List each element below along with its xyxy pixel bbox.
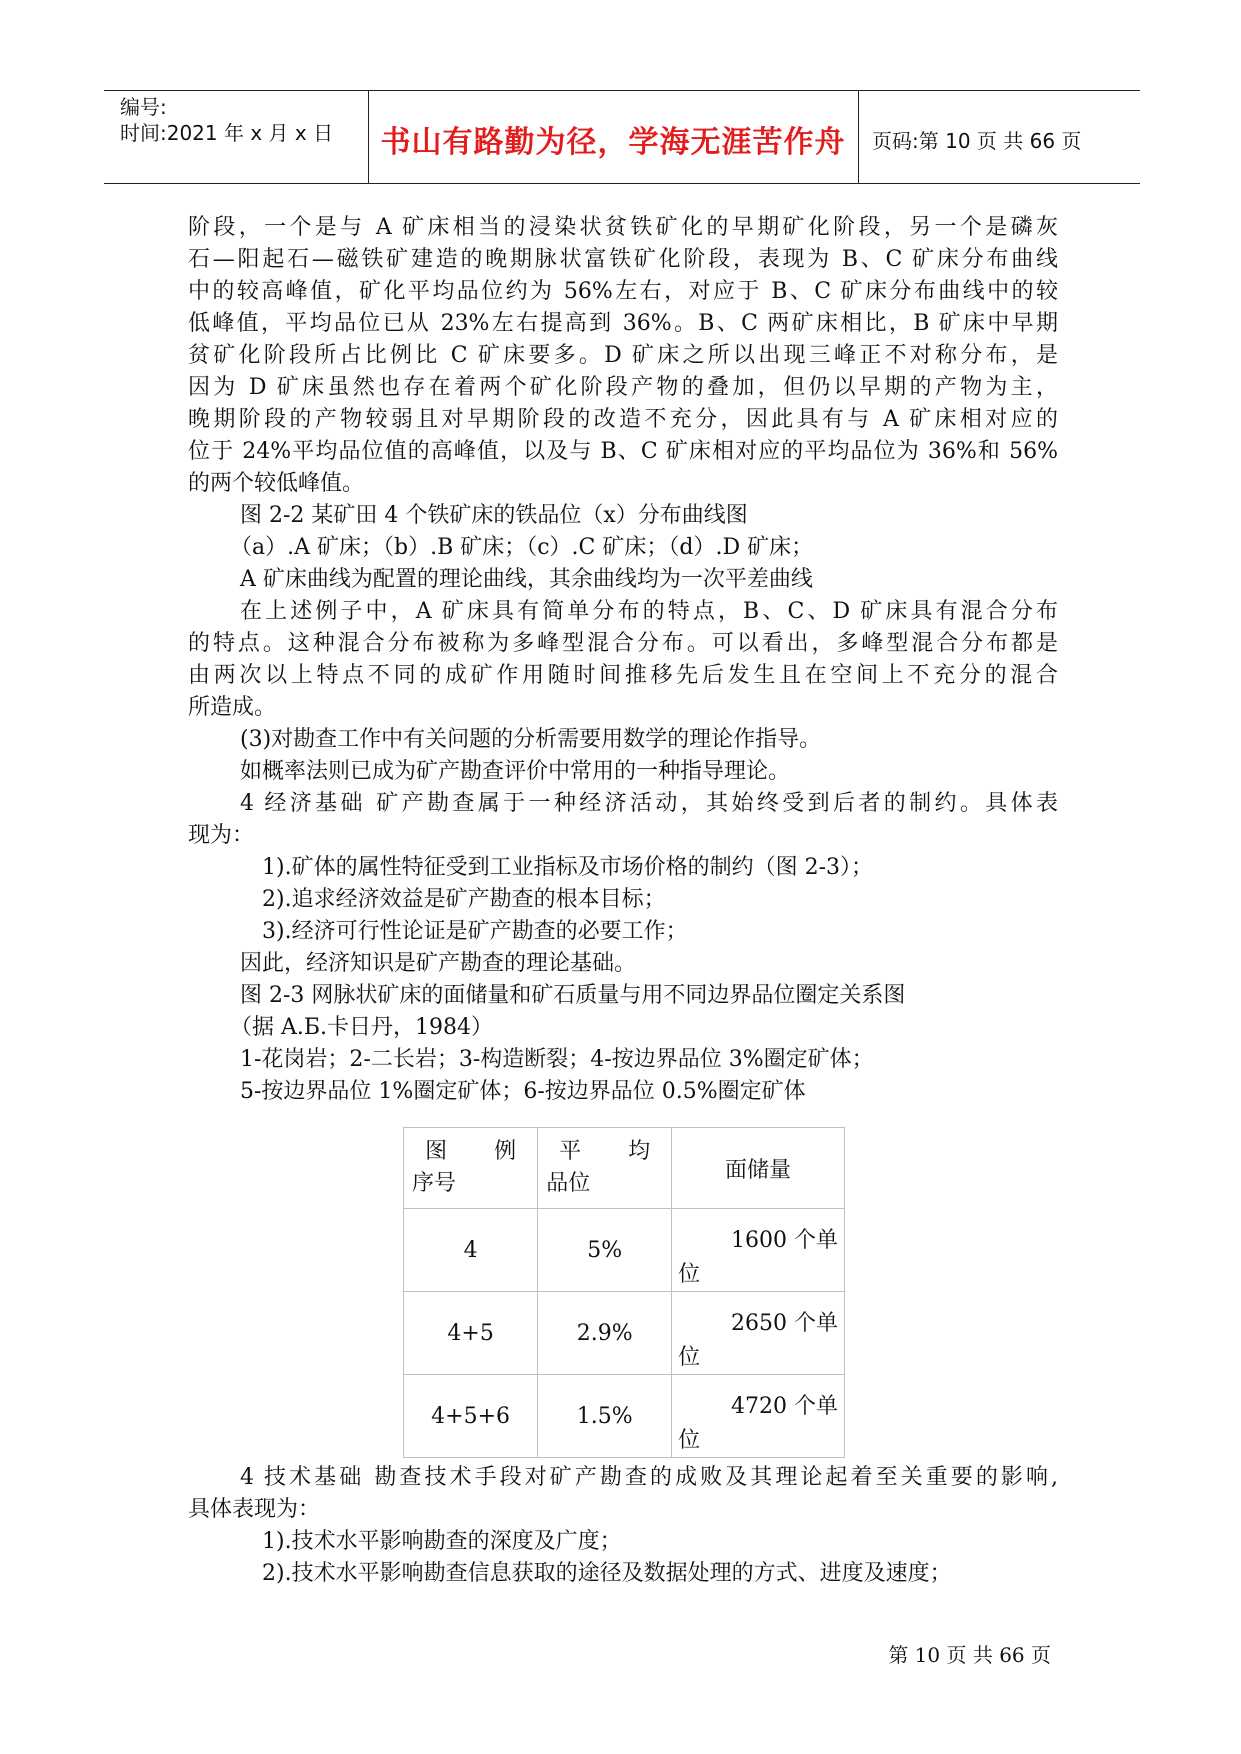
- figure-legend: 1-花岗岩；2-二长岩；3-构造断裂；4-按边界品位 3%圈定矿体；: [240, 1047, 874, 1072]
- page-header: [104, 90, 1140, 184]
- section-heading-economic: 4 经济基础 矿产勘查属于一种经济活动，其始终受到后者的制约。具体表: [240, 791, 1058, 816]
- header-right-cell: [858, 91, 1140, 183]
- paragraph-line: 的两个较低峰值。: [188, 471, 365, 496]
- header-page-code: 页码:第 10 页 共 66 页: [872, 129, 1082, 153]
- header-grade-bottom: 品位: [546, 1171, 591, 1196]
- grade-cell: 1.5%: [538, 1375, 672, 1458]
- paragraph-line: 由两次以上特点不同的成矿作用随时间推移先后发生且在空间上不充分的混合: [188, 663, 1058, 688]
- time-label: 时间:2021 年 x 月 x 日: [120, 121, 334, 145]
- paragraph-line: 因为 D 矿床虽然也存在着两个矿化阶段产物的叠加，但仍以早期的产物为主，: [188, 375, 1058, 400]
- table-row: [404, 1292, 845, 1375]
- figure-caption: 图 2-2 某矿田 4 个铁矿床的铁品位（x）分布曲线图: [240, 503, 748, 528]
- header-grade-top: 平 均: [559, 1139, 671, 1164]
- list-item: 3).经济可行性论证是矿产勘查的必要工作；: [262, 919, 688, 944]
- reserve-unit-tail: 位: [678, 1262, 701, 1287]
- paragraph-line: 晚期阶段的产物较弱且对早期阶段的改造不充分，因此具有与 A 矿床相对应的: [188, 407, 1058, 432]
- legend-cell: 4: [404, 1209, 538, 1292]
- paragraph-line: 低峰值，平均品位已从 23%左右提高到 36%。B、C 两矿床相比，B 矿床中早期: [188, 311, 1058, 336]
- paragraph-line: 所造成。: [188, 695, 277, 720]
- paragraph-line: 如概率法则已成为矿产勘查评价中常用的一种指导理论。: [240, 759, 791, 784]
- reserve-unit-tail: 位: [678, 1428, 701, 1453]
- header-reserve: 面储量: [725, 1157, 792, 1183]
- paragraph-line: 的特点。这种混合分布被称为多峰型混合分布。可以看出，多峰型混合分布都是: [188, 631, 1058, 656]
- figure-source: （据 A.Б.卡日丹，1984）: [230, 1015, 494, 1040]
- table-header-cell: [538, 1128, 672, 1209]
- table-row: [404, 1375, 845, 1458]
- header-left-cell: [104, 91, 369, 183]
- paragraph-line: 现为：: [188, 823, 255, 848]
- list-item: 2).追求经济效益是矿产勘查的根本目标；: [262, 887, 666, 912]
- figure-subcaption: （a）.A 矿床；（b）.B 矿床；（c）.C 矿床；（d）.D 矿床；: [230, 535, 814, 560]
- grade-cell: 2.9%: [538, 1292, 672, 1375]
- list-item: 2).技术水平影响勘查信息获取的途径及数据处理的方式、进度及速度；: [262, 1561, 952, 1586]
- header-motto: 书山有路勤为径，学海无涯苦作舟: [380, 125, 846, 160]
- table-row: [404, 1209, 845, 1292]
- header-center-cell: [368, 91, 859, 183]
- list-item: 1).技术水平影响勘查的深度及广度；: [262, 1529, 622, 1554]
- reserve-table: [403, 1127, 845, 1458]
- paragraph-line: 位于 24%平均品位值的高峰值，以及与 B、C 矿床相对应的平均品位为 36%和 56%: [188, 439, 1058, 464]
- list-item: 1).矿体的属性特征受到工业指标及市场价格的制约（图 2-3）；: [262, 855, 873, 880]
- legend-cell: 4+5: [404, 1292, 538, 1375]
- figure-note: A 矿床曲线为配置的理论曲线，其余曲线均为一次平差曲线: [240, 567, 813, 592]
- figure-caption: 图 2-3 网脉状矿床的面储量和矿石质量与用不同边界品位圈定关系图: [240, 983, 906, 1008]
- header-legend-bottom: 序号: [412, 1171, 457, 1196]
- reserve-value: 1600 个单: [731, 1228, 838, 1253]
- paragraph-line: 在上述例子中，A 矿床具有简单分布的特点，B、C、D 矿床具有混合分布: [240, 599, 1058, 624]
- reserve-unit-tail: 位: [678, 1345, 701, 1370]
- paragraph-line: 石—阳起石—磁铁矿建造的晚期脉状富铁矿化阶段，表现为 B、C 矿床分布曲线: [188, 247, 1058, 272]
- page-footer: 第 10 页 共 66 页: [888, 1643, 1051, 1667]
- paragraph-line: (3)对勘查工作中有关问题的分析需要用数学的理论作指导。: [240, 727, 822, 752]
- paragraph-line: 中的较高峰值，矿化平均品位约为 56%左右，对应于 B、C 矿床分布曲线中的较: [188, 279, 1058, 304]
- section-heading-technical: 4 技术基础 勘查技术手段对矿产勘查的成败及其理论起着至关重要的影响,: [240, 1465, 1058, 1490]
- grade-cell: 5%: [538, 1209, 672, 1292]
- figure-legend: 5-按边界品位 1%圈定矿体；6-按边界品位 0.5%圈定矿体: [240, 1079, 806, 1104]
- paragraph-line: 阶段，一个是与 A 矿床相当的浸染状贫铁矿化的早期矿化阶段，另一个是磷灰: [188, 215, 1058, 240]
- paragraph-line: 因此，经济知识是矿产勘查的理论基础。: [240, 951, 637, 976]
- reserve-value: 2650 个单: [731, 1311, 838, 1336]
- serial-label: 编号:: [120, 95, 167, 119]
- paragraph-line: 具体表现为：: [188, 1497, 321, 1522]
- paragraph-line: 贫矿化阶段所占比例比 C 矿床要多。D 矿床之所以出现三峰正不对称分布，是: [188, 343, 1058, 368]
- table-header-cell: [404, 1128, 538, 1209]
- legend-cell: 4+5+6: [404, 1375, 538, 1458]
- reserve-value: 4720 个单: [731, 1394, 838, 1419]
- reserve-cell: [672, 1375, 845, 1458]
- table-header-row: [404, 1128, 845, 1209]
- reserve-cell: [672, 1209, 845, 1292]
- table-header-cell: [672, 1128, 845, 1209]
- header-legend-top: 图 例: [425, 1139, 537, 1164]
- reserve-cell: [672, 1292, 845, 1375]
